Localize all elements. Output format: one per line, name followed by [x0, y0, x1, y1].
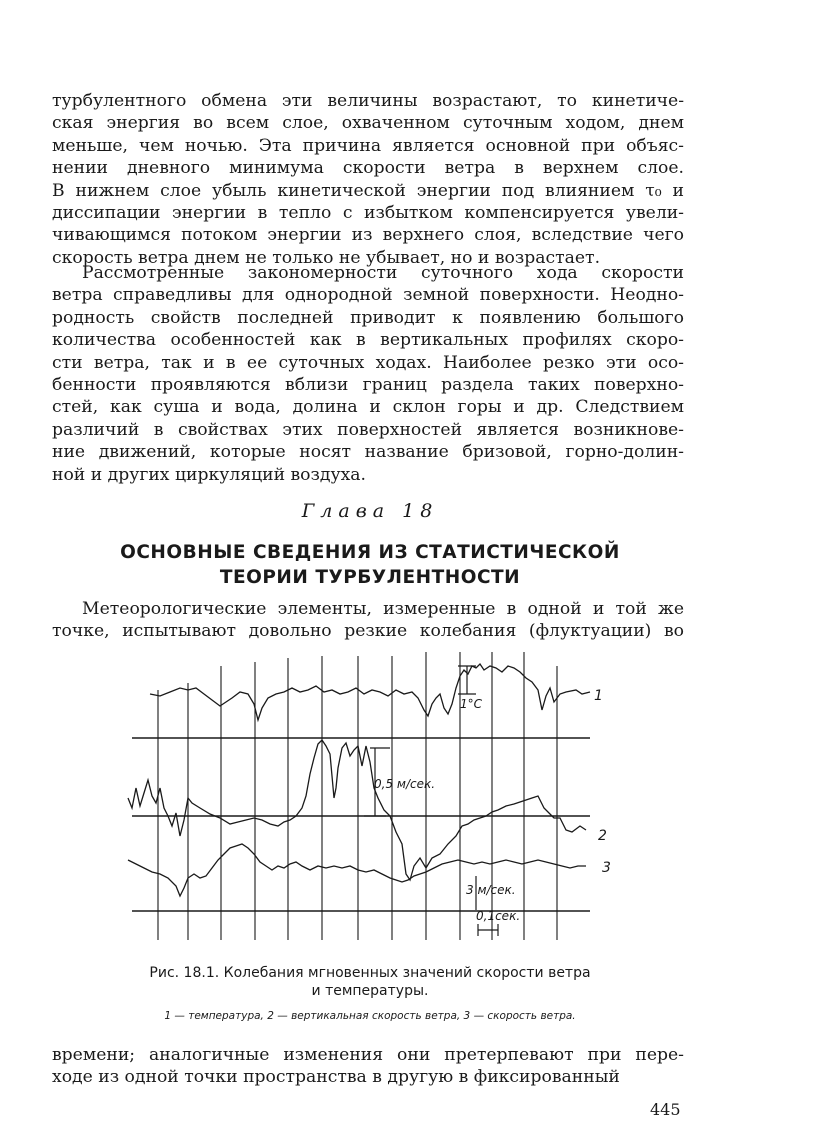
- curve-label-3: 3: [602, 860, 611, 876]
- text-line: точке, испытывают довольно резкие колебания (флуктуации) во: [52, 621, 684, 642]
- text-line: диссипации энергии в тепло с избытком компенсируется увели-: [52, 203, 684, 224]
- scale-label-wind-speed: 3 м/сек.: [466, 883, 516, 897]
- text-line: количества особенностей как в вертикальных профилях скоро-: [52, 330, 684, 351]
- text-line: ветра справедливы для однородной земной поверхности. Неодно-: [52, 285, 684, 306]
- scale-label-time: 0,1сек.: [476, 909, 521, 923]
- page-number: 445: [650, 1100, 681, 1119]
- figure-caption: [120, 964, 620, 1000]
- paragraph-4: [52, 1044, 684, 1089]
- text-line: ходе из одной точки пространства в другую в фиксированный: [52, 1067, 620, 1088]
- fluctuation-figure: [120, 648, 620, 958]
- chapter-title-line: ОСНОВНЫЕ СВЕДЕНИЯ ИЗ СТАТИСТИЧЕСКОЙ: [120, 542, 620, 563]
- curve-wind-speed: [128, 844, 586, 896]
- text-line: нении дневного минимума скорости ветра в верхнем слое.: [52, 158, 684, 179]
- scale-label-vertical-wind: 0,5 м/сек.: [374, 777, 436, 791]
- caption-line: и температуры.: [311, 983, 429, 999]
- paragraph-2: [52, 262, 684, 486]
- text-line: Метеорологические элементы, измеренные в одной и той же: [82, 599, 684, 619]
- chapter-title-line: ТЕОРИИ ТУРБУЛЕНТНОСТИ: [219, 567, 521, 588]
- curve-label-1: 1: [594, 688, 603, 704]
- text-line: стей, как суша и вода, долина и склон горы и др. Следствием: [52, 397, 684, 418]
- curve-vertical-wind-speed: [128, 740, 586, 880]
- scale-label-temperature: 1°C: [460, 697, 483, 711]
- text-line: меньше, чем ночью. Эта причина является основной при объяс-: [52, 135, 684, 156]
- chapter-title: [0, 540, 740, 590]
- text-line: различий в свойствах этих поверхностей является возникнове-: [52, 419, 684, 440]
- text-line: Рассмотренные закономерности суточного хода скорости: [82, 263, 684, 283]
- text-line: родность свойств последней приводит к появлению большого: [52, 307, 684, 328]
- curve-label-2: 2: [598, 828, 607, 844]
- paragraph-1: [52, 90, 684, 269]
- text-line: сти ветра, так и в ее суточных ходах. Наиболее резко эти осо-: [52, 352, 684, 373]
- text-line: времени; аналогичные изменения они претерпевают при пере-: [52, 1045, 684, 1065]
- text-line: бенности проявляются вблизи границ раздела таких поверхно-: [52, 375, 684, 396]
- chapter-label: Глава 18: [301, 500, 439, 522]
- paragraph-3: [52, 598, 684, 643]
- text-line: В нижнем слое убыль кинетической энергии под влиянием τ₀ и: [52, 180, 684, 201]
- text-line: чивающимся потоком энергии из верхнего слоя, вследствие чего: [52, 225, 684, 246]
- text-line: ной и других циркуляций воздуха.: [52, 464, 367, 485]
- caption-line: Рис. 18.1. Колебания мгновенных значений скорости ветра: [149, 965, 591, 981]
- figure-legend: 1 — температура, 2 — вертикальная скорость ветра, 3 — скорость ветра.: [164, 1010, 576, 1022]
- text-line: турбулентного обмена эти величины возрастают, то кинетиче-: [52, 91, 684, 111]
- text-line: ние движений, которые носят название бризовой, горно-долин-: [52, 442, 684, 463]
- text-line: ская энергия во всем слое, охваченном суточным ходом, днем: [52, 113, 684, 134]
- text-line: скорость ветра днем не только не убывает, но и возрастает.: [52, 247, 601, 268]
